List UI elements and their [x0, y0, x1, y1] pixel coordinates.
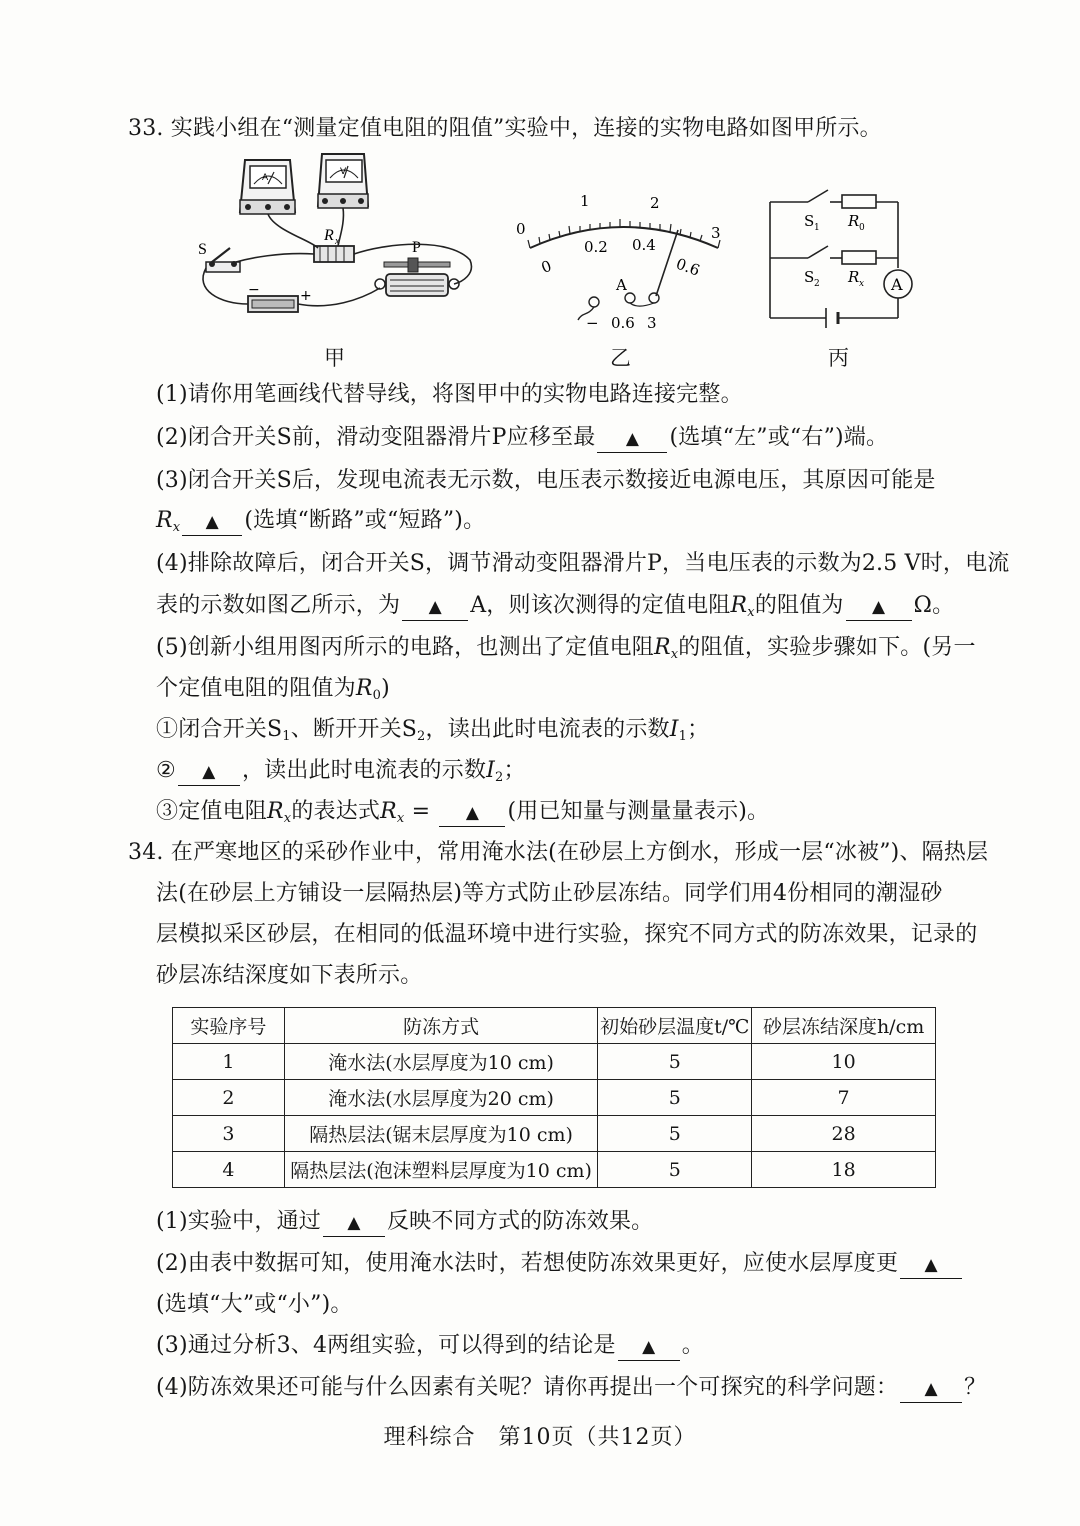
table-cell: 隔热层法(泡沫塑料层厚度为10 cm)	[284, 1152, 598, 1188]
q33-part5-line2: 个定值电阻的阻值为$R_0$)	[156, 676, 390, 703]
table-cell: 7	[752, 1080, 936, 1116]
r0-label-sub: 0	[859, 223, 865, 233]
dial-lower-2: 0.4	[632, 236, 656, 254]
q34-intro-line3: 层模拟采区砂层，在相同的低温环境中进行实验，探究不同方式的防冻效果，记录的	[156, 922, 978, 947]
q34-intro-line2: 法(在砂层上方铺设一层隔热层)等方式防止砂层冻结。同学们用4份相同的潮湿砂	[156, 881, 943, 906]
dial-upper-2: 2	[650, 194, 660, 212]
table-header: 实验序号	[173, 1008, 285, 1044]
table-cell: 10	[752, 1044, 936, 1080]
voltmeter-device	[318, 154, 368, 208]
dial-upper-1: 1	[580, 192, 590, 210]
terminal-3: 3	[647, 314, 657, 332]
q33-part5-line1: (5)创新小组用图丙所示的电路，也测出了定值电阻$R_x$的阻值，实验步骤如下。(另一	[156, 635, 976, 662]
q33-step2: ② ▲ ，读出此时电流表的示数$I_2$；	[156, 758, 526, 785]
terminal-minus: −	[586, 314, 599, 332]
dial-lower-0: 0	[538, 256, 554, 277]
figure-jia-label: 甲	[324, 346, 345, 370]
answer-blank[interactable]: ▲	[402, 593, 468, 621]
table-cell: 2	[173, 1080, 285, 1116]
answer-blank[interactable]: ▲	[178, 758, 240, 786]
switch-label: S	[198, 241, 207, 258]
switch-s	[198, 241, 240, 272]
q33-part3-line1: (3)闭合开关S后，发现电流表无示数，电压表示数接近电源电压，其原因可能是	[156, 468, 936, 493]
figure-jia-physical-circuit	[190, 150, 480, 330]
battery-plus: +	[300, 288, 312, 304]
table-cell: 5	[598, 1152, 752, 1188]
answer-blank[interactable]: ▲	[846, 593, 912, 621]
dial-lower-3: 0.6	[673, 254, 703, 280]
q34-intro-line4: 砂层冻结深度如下表所示。	[156, 963, 423, 988]
table-cell: 28	[752, 1116, 936, 1152]
slider-label: P	[412, 239, 421, 256]
table-header: 防冻方式	[284, 1008, 598, 1044]
table-cell: 5	[598, 1080, 752, 1116]
figure-yi-ammeter-dial	[508, 186, 738, 336]
q33-step3: ③定值电阻$R_x$的表达式$R_x$ = ▲ (用已知量与测量量表示)。	[156, 799, 770, 826]
answer-blank[interactable]: ▲	[323, 1209, 385, 1237]
figure-bing-label: 丙	[828, 346, 849, 370]
q34-part2-line2: (选填“大”或“小”)。	[156, 1292, 353, 1317]
figure-bing-circuit-diagram	[760, 182, 920, 342]
q34-part2-line1: (2)由表中数据可知，使用淹水法时，若想使防冻效果更好，应使水层厚度更 ▲	[156, 1249, 964, 1279]
voltmeter-device-symbol: V	[340, 167, 347, 177]
table-cell: 5	[598, 1044, 752, 1080]
table-cell: 5	[598, 1116, 752, 1152]
table-row	[173, 1116, 936, 1152]
rx-label: R	[324, 227, 334, 244]
table-cell: 淹水法(水层厚度为20 cm)	[284, 1080, 598, 1116]
resistor-rx	[314, 227, 354, 262]
table-header-row	[173, 1008, 936, 1044]
s1-label: S	[804, 212, 815, 230]
answer-blank[interactable]: ▲	[439, 799, 505, 827]
table-cell: 4	[173, 1152, 285, 1188]
figure-yi-label: 乙	[610, 346, 631, 370]
terminal-06: 0.6	[611, 314, 635, 332]
dial-meter-letter: A	[616, 276, 627, 294]
battery-minus: −	[248, 282, 260, 298]
s1-label-sub: 1	[814, 223, 820, 233]
ammeter-symbol: A	[891, 275, 903, 294]
table-row	[173, 1080, 936, 1116]
dial-lower-1: 0.2	[584, 238, 608, 256]
answer-blank[interactable]: ▲	[182, 508, 242, 536]
q34-part4: (4)防冻效果还可能与什么因素有关呢？请你再提出一个可探究的科学问题： ▲ ？	[156, 1373, 986, 1403]
s2-label: S	[804, 268, 815, 286]
rx-label-sub: x	[335, 236, 340, 247]
table-cell: 淹水法(水层厚度为10 cm)	[284, 1044, 598, 1080]
s2-label-sub: 2	[814, 279, 820, 289]
battery	[248, 282, 312, 312]
answer-blank[interactable]: ▲	[900, 1251, 962, 1279]
answer-blank[interactable]: ▲	[618, 1333, 680, 1361]
q34-intro-line1: 34. 在严寒地区的采砂作业中，常用淹水法(在砂层上方倒水，形成一层“冰被”)、隔热层	[128, 840, 989, 865]
r0-label: R	[848, 212, 860, 230]
answer-blank[interactable]: ▲	[900, 1375, 962, 1403]
table-row	[173, 1152, 936, 1188]
q33-part2: (2)闭合开关S前，滑动变阻器滑片P应移至最 ▲ (选填“左”或“右”)端。	[156, 423, 888, 453]
table-header: 砂层冻结深度h/cm	[752, 1008, 936, 1044]
q33-step1: ①闭合开关$S_1$、断开开关$S_2$，读出此时电流表的示数$I_1$；	[156, 717, 710, 744]
dial-upper-0: 0	[516, 220, 526, 238]
answer-blank[interactable]: ▲	[597, 425, 667, 453]
dial-upper-3: 3	[711, 224, 721, 242]
page-footer: 理科综合 第10页（共12页）	[383, 1425, 697, 1450]
table-row	[173, 1044, 936, 1080]
table-cell: 18	[752, 1152, 936, 1188]
q33-intro: 33. 实践小组在“测量定值电阻的阻值”实验中，连接的实物电路如图甲所示。	[128, 116, 882, 141]
q33-part3-line2: $R_x$ ▲ (选填“断路”或“短路”)。	[156, 508, 486, 535]
q34-part1: (1)实验中，通过 ▲ 反映不同方式的防冻效果。	[156, 1207, 653, 1237]
rx2-label: R	[848, 268, 860, 286]
table-header: 初始砂层温度t/℃	[598, 1008, 752, 1044]
rx2-label-sub: x	[859, 279, 865, 289]
data-table	[172, 1007, 936, 1188]
q33-part4-line2: 表的示数如图乙所示，为 ▲ A，则该次测得的定值电阻$R_x$的阻值为 ▲ Ω。	[156, 593, 955, 620]
dial-pointer	[656, 230, 678, 296]
q33-part4-line1: (4)排除故障后，闭合开关S，调节滑动变阻器滑片P，当电压表的示数为2.5 V时，电流	[156, 551, 1010, 576]
q33-part1: (1)请你用笔画线代替导线，将图甲中的实物电路连接完整。	[156, 382, 743, 407]
ammeter-device-symbol: A	[262, 173, 269, 183]
q34-part3: (3)通过分析3、4两组实验，可以得到的结论是 ▲ 。	[156, 1331, 704, 1361]
ammeter-device	[240, 160, 295, 214]
table-cell: 隔热层法(锯末层厚度为10 cm)	[284, 1116, 598, 1152]
dial-ticks	[528, 219, 720, 248]
table-cell: 1	[173, 1044, 285, 1080]
table-cell: 3	[173, 1116, 285, 1152]
